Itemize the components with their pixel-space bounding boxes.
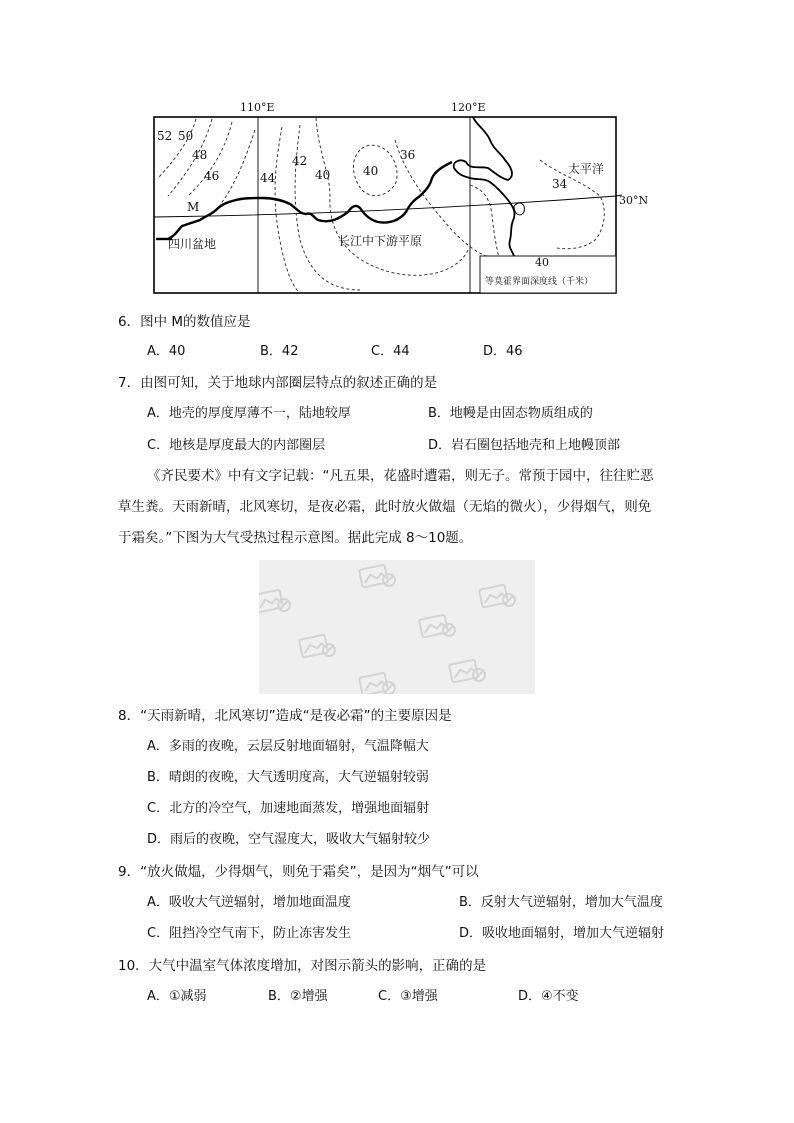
- coastline: [454, 117, 515, 256]
- legend-text: 等莫霍界面深度线（千米）: [485, 277, 594, 287]
- q9-option-b: B．反射大气逆辐射，增加大气温度: [459, 895, 663, 910]
- q9-stem: 9．“放火做煴，少得烟气，则免于霜矣”，是因为“烟气”可以: [118, 864, 479, 880]
- parallel-30n: [154, 195, 622, 217]
- q7-option-a: A．地壳的厚度厚薄不一，陆地较厚: [147, 406, 351, 421]
- yangtze-plain-label: 长江中下游平原: [338, 234, 423, 248]
- q7-stem: 7．由图可知，关于地球内部圈层特点的叙述正确的是: [118, 375, 438, 391]
- lat-30-label: 30°N: [619, 194, 649, 207]
- q9-option-c: C．阻挡冷空气南下，防止冻害发生: [147, 926, 352, 941]
- contour-label-44: 44: [260, 171, 276, 185]
- q8-option-d: D．雨后的夜晚，空气湿度大，吸收大气辐射较少: [147, 832, 431, 847]
- placeholder-pattern: [259, 560, 535, 694]
- passage-line-1: 《齐民要术》中有文字记载：“凡五果，花盛时遭霜，则无子。常预于园中，往往贮恶: [147, 468, 654, 484]
- q7-option-b: B．地幔是由固态物质组成的: [428, 406, 593, 421]
- contour-label-40c: 40: [535, 256, 549, 269]
- q10-option-d: D．④不变: [518, 989, 579, 1004]
- q8-stem: 8．“天雨新晴，北风寒切”造成“是夜必霜”的主要原因是: [118, 708, 452, 724]
- passage-line-2: 草生粪。天雨新晴，北风寒切，是夜必霜，此时放火做煴（无焰的微火），少得烟气，则免: [118, 499, 652, 515]
- q7-option-c: C．地核是厚度最大的内部圈层: [147, 438, 326, 453]
- q10-option-b: B．②增强: [268, 989, 328, 1004]
- q10-stem: 10．大气中温室气体浓度增加，对图示箭头的影响，正确的是: [118, 958, 487, 974]
- q8-option-a: A．多雨的夜晚，云层反射地面辐射，气温降幅大: [147, 739, 429, 754]
- image-placeholder: [259, 560, 535, 694]
- q9-option-d: D．吸收地面辐射，增加大气逆辐射: [459, 926, 665, 941]
- q7-option-d: D．岩石圈包括地壳和上地幔顶部: [428, 438, 621, 453]
- pacific-label: 太平洋: [568, 162, 605, 176]
- contour-label-42: 42: [292, 154, 308, 168]
- contour-label-48: 48: [192, 148, 208, 162]
- lon-120-label: 120°E: [451, 101, 486, 114]
- point-m-label: M: [187, 200, 200, 214]
- contour-label-40b: 40: [363, 164, 379, 178]
- contour-label-50: 50: [178, 129, 194, 143]
- q10-option-a: A．①减弱: [147, 989, 207, 1004]
- q8-option-c: C．北方的冷空气，加速地面蒸发，增强地面辐射: [147, 801, 430, 816]
- passage-line-3: 于霜矣。”下图为大气受热过程示意图。据此完成 8～10题。: [118, 530, 473, 546]
- q6-option-b: B．42: [260, 344, 299, 359]
- contour-label-36: 36: [400, 148, 416, 162]
- contour-label-40: 40: [315, 168, 331, 182]
- q8-option-b: B．晴朗的夜晚，大气透明度高，大气逆辐射较弱: [147, 770, 429, 785]
- moho-depth-map: [0, 0, 794, 300]
- q6-option-d: D．46: [483, 344, 523, 359]
- q9-option-a: A．吸收大气逆辐射，增加地面温度: [147, 895, 351, 910]
- contour-label-46: 46: [204, 169, 220, 183]
- q6-option-c: C．44: [371, 344, 410, 359]
- sichuan-basin-label: 四川盆地: [168, 237, 217, 251]
- lon-110-label: 110°E: [240, 101, 275, 114]
- q6-stem: 6．图中 M的数值应是: [118, 314, 251, 330]
- contour-label-52: 52: [157, 129, 173, 143]
- q10-option-c: C．③增强: [378, 989, 438, 1004]
- q6-option-a: A．40: [147, 344, 186, 359]
- contour-label-34: 34: [552, 177, 568, 191]
